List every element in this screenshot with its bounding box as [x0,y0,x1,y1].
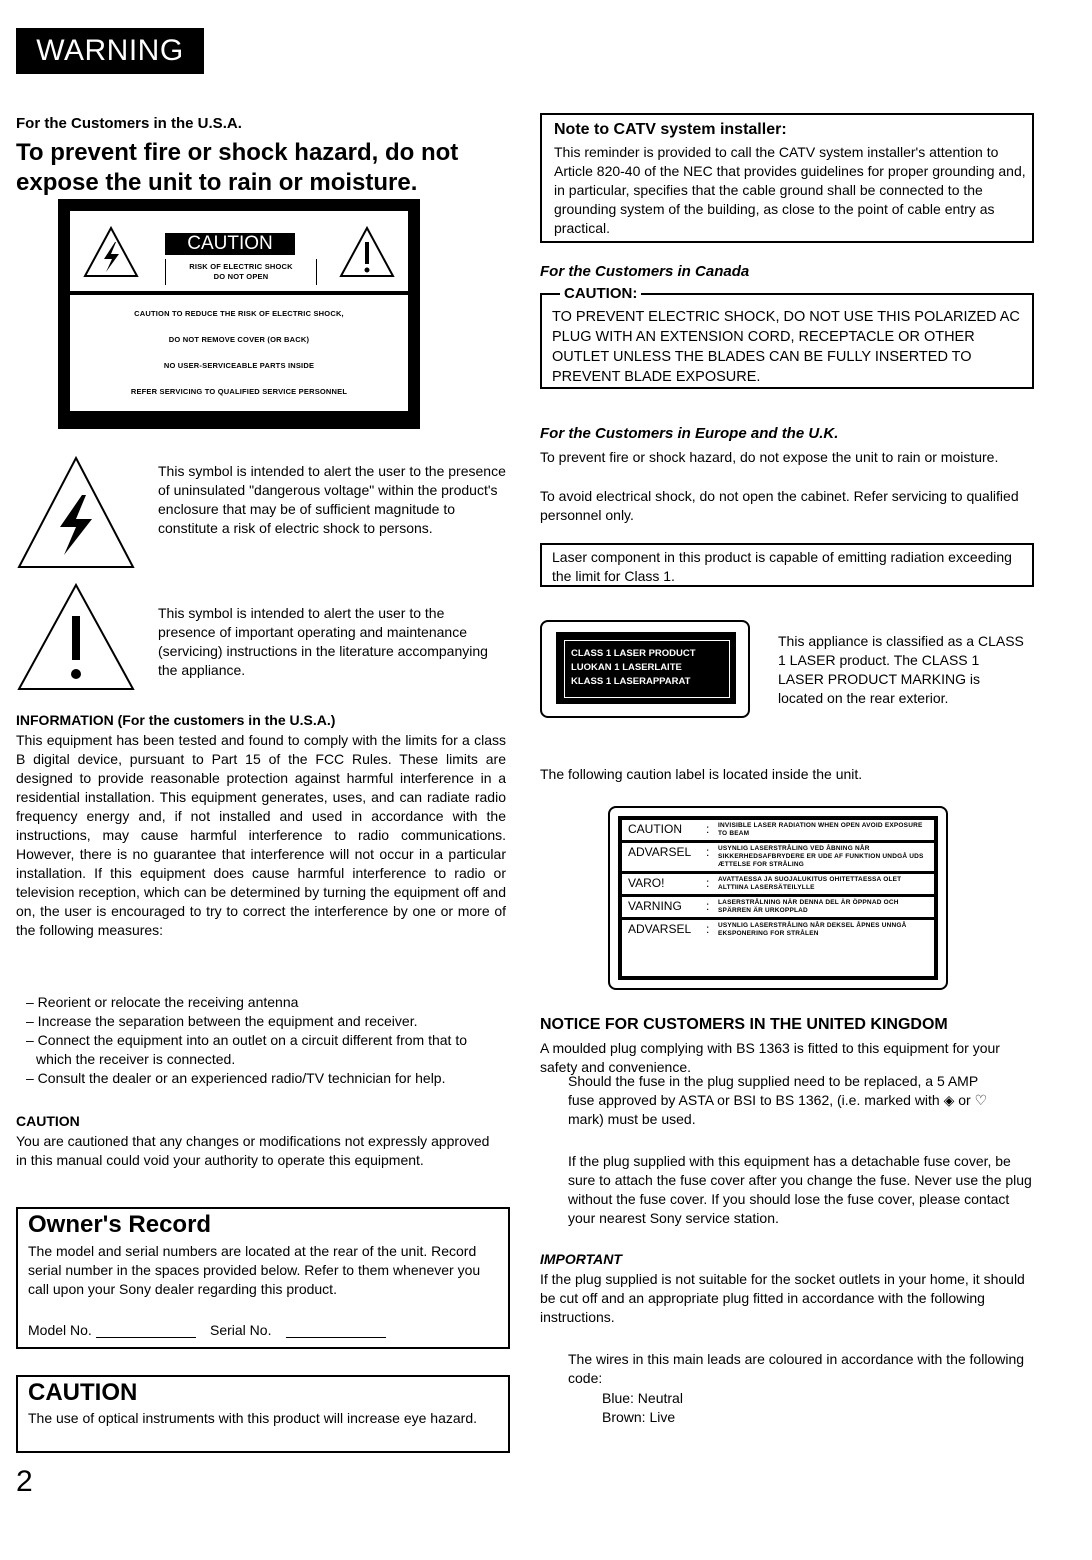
information-text: This equipment has been tested and found to comply with the limits for a class B digital device, pursuant to Part 15 of the FCC Rules. These limits are designed to provide reasonable protection against harmful interference in a residential installation. This equipment generates, uses, and can radiate radio frequency energy and, if not installed and used in accordance with the instructions, may cause harmful interference to radio communications. However, there is no guarantee that interference will not occur in a particular installation. If this equipment does cause harmful interference to radio or television reception, which can be determined by turning the equipment off and on, the user is encouraged to try to correct the interference by one or more of the following measures: [16,732,506,938]
caution-label-frame [608,806,948,990]
model-no-field[interactable] [96,1337,196,1338]
fuse-cover-text: If the plug supplied with this equipment has a detachable fuse cover, be sure to attach the fuse cover after you change the fuse. Never use the plug without the fuse cover. If you should lose the fuse cover, please contact your nearest Sony service station. [568,1153,1032,1226]
caution-sep: : [706,899,710,913]
caution-sep: : [706,822,710,836]
caution-key: VARNING [628,899,682,913]
canada-caution-text: TO PREVENT ELECTRIC SHOCK, DO NOT USE THIS POLARIZED AC PLUG WITH AN EXTENSION CORD, RECEPTACLE OR OTHER OUTLET UNLESS THE BLADES CAN BE FULLY INSERTED TO PREVENT BLADE EXPOSURE. [552,309,1020,385]
caution-val: AVATTAESSA JA SUOJALUKITUS OHITETTAESSA OLET ALTTIINA LASERSÄTEILYLLE [718,876,902,891]
caution-box [16,1375,510,1453]
information-heading: INFORMATION (For the customers in the U.S.A.) [16,712,336,728]
europe-text1: To prevent fire or shock hazard, do not expose the unit to rain or moisture. [540,449,999,465]
europe-text2: To avoid electrical shock, do not open the cabinet. Refer servicing to qualified personnel only. [540,488,1019,523]
owners-record-title: Owner's Record [28,1211,212,1238]
laser-component-text: Laser component in this product is capable of emitting radiation exceeding the limit for Class 1. [552,549,1012,584]
wire-blue: Blue: Neutral [602,1390,683,1406]
caution-sep: : [706,845,710,859]
laser-class-text: This appliance is classified as a CLASS 1 LASER product. The CLASS 1 LASER PRODUCT MARKING is located on the rear exterior. [778,633,1024,706]
caution-box-text: The use of optical instruments with this product will increase eye hazard. [28,1410,477,1426]
catv-title: Note to CATV system installer: [554,121,787,138]
caution-label-line1: CAUTION TO REDUCE THE RISK OF ELECTRIC SHOCK, [134,309,344,318]
canada-caution-box [540,285,1034,389]
important-heading: IMPORTANT [540,1251,622,1267]
fuse-text: Should the fuse in the plug supplied need to be replaced, a 5 AMP fuse approved by ASTA or BSI to BS 1362, (i.e. marked with ◈ or ♡ mark) must be used. [568,1073,988,1127]
table-row [622,896,934,919]
caution-box-title: CAUTION [28,1379,138,1406]
list-item: – Reorient or relocate the receiving antenna [26,994,299,1010]
owners-record-text: The model and serial numbers are located at the rear of the unit. Record serial number in the spaces provided below. Refer to them whenever you call upon your Sony dealer regarding this product. [28,1243,481,1297]
caution-label-line4: REFER SERVICING TO QUALIFIED SERVICE PERSONNEL [130,387,348,396]
measures-list [26,993,506,1088]
caution-label-inner [618,816,938,980]
caution-key: ADVARSEL [628,845,692,859]
serial-no-label: Serial No. [210,1322,272,1338]
table-row [622,820,934,842]
caution-label-sub2: DO NOT OPEN [213,272,269,281]
uk-heading: NOTICE FOR CUSTOMERS IN THE UNITED KINGDOM [540,1016,948,1033]
usa-heading: For the Customers in the U.S.A. [16,115,242,132]
list-item: – Consult the dealer or an experienced radio/TV technician for help. [26,1070,446,1086]
caution-sep: : [706,922,710,936]
canada-heading: For the Customers in Canada [540,263,750,280]
laser-label-line3: KLASS 1 LASERAPPARAT [571,676,691,687]
warning-banner: WARNING [16,28,204,74]
laser-label-line2: LUOKAN 1 LASERLAITE [571,662,682,673]
laser-label [556,632,736,704]
catv-box [540,113,1034,243]
lightning-symbol-icon [16,455,136,570]
table-row [622,842,934,873]
europe-heading: For the Customers in Europe and the U.K. [540,425,839,442]
laser-label-line1: CLASS 1 LASER PRODUCT [571,648,696,659]
list-item: – Connect the equipment into an outlet on a circuit different from that to which the receiver is connected. [26,1032,468,1067]
owners-record-box [16,1207,510,1349]
caution-key: CAUTION [628,822,682,836]
main-warning: To prevent fire or shock hazard, do not expose the unit to rain or moisture. [16,139,459,196]
model-no-label: Model No. [28,1322,92,1338]
canada-caution-label: CAUTION: [560,285,641,302]
caution-val: USYNLIG LASERSTRÅLING VED ÅBNING NÅR SIKKERHEDSAFBRYDERE ER UDE AF FUNKTION UNDGÅ UDS ÆTTELSE FOR STRÅLING [718,845,924,868]
caution-label-line3: NO USER-SERVICEABLE PARTS INSIDE [163,361,315,370]
caution-label-intro: The following caution label is located inside the unit. [540,766,863,782]
catv-text: This reminder is provided to call the CATV system installer's attention to Article 820-40 of the NEC that provides guidelines for proper grounding and, in particular, specifies that the cable ground shall be connected to the grounding system of the building, as close to the point of cable entry as practical. [554,144,1026,236]
important-text: If the plug supplied is not suitable for the socket outlets in your home, it should be cut off and an appropriate plug fitted in accordance with the following instructions. [540,1271,1025,1325]
page-number: 2 [16,1465,33,1498]
exclamation-symbol-icon [16,582,136,692]
laser-label-frame [540,620,750,718]
wires-text: The wires in this main leads are coloured in accordance with the following code: [568,1351,1025,1386]
symbol1-text: This symbol is intended to alert the user to the presence of uninsulated "dangerous voltage" within the product's enclosure that may be of sufficient magnitude to constitute a risk of electric shock to persons. [158,463,506,536]
caution-heading: CAUTION [16,1113,80,1129]
caution-key: ADVARSEL [628,922,692,936]
exclamation-warning-icon [338,225,396,279]
caution-val: USYNLIG LASERSTRÅLING NÅR DEKSEL ÅPNES UNNGÅ EKSPONERING FOR STRÅLEN [718,922,907,937]
table-row [622,919,934,941]
caution-label-table [622,820,934,940]
symbol2-text: This symbol is intended to alert the user to the presence of important operating and maintenance (servicing) instructions in the literature accompanying the appliance. [158,605,488,678]
caution-label-line2: DO NOT REMOVE COVER (OR BACK) [168,335,310,344]
caution-sep: : [706,876,710,890]
caution-key: VARO! [628,876,665,890]
caution-text: You are cautioned that any changes or modifications not expressly approved in this manual could void your authority to operate this equipment. [16,1133,490,1168]
list-item: – Increase the separation between the equipment and receiver. [26,1013,418,1029]
table-row [622,873,934,896]
caution-val: INVISIBLE LASER RADIATION WHEN OPEN AVOID EXPOSURE TO BEAM [718,822,923,837]
caution-label-graphic [58,199,420,429]
uk-text: A moulded plug complying with BS 1363 is fitted to this equipment for your safety and convenience. [540,1040,1000,1075]
wire-brown: Brown: Live [602,1409,676,1425]
lightning-warning-icon [82,225,140,279]
caution-val: LASERSTRÅLNING NÄR DENNA DEL ÄR ÖPPNAD OCH SPÄRREN ÄR URKOPPLAD [718,899,899,914]
serial-no-field[interactable] [286,1337,386,1338]
caution-label-title: CAUTION [165,233,295,255]
laser-component-box [540,543,1034,587]
caution-label-sub1: RISK OF ELECTRIC SHOCK [189,262,293,271]
